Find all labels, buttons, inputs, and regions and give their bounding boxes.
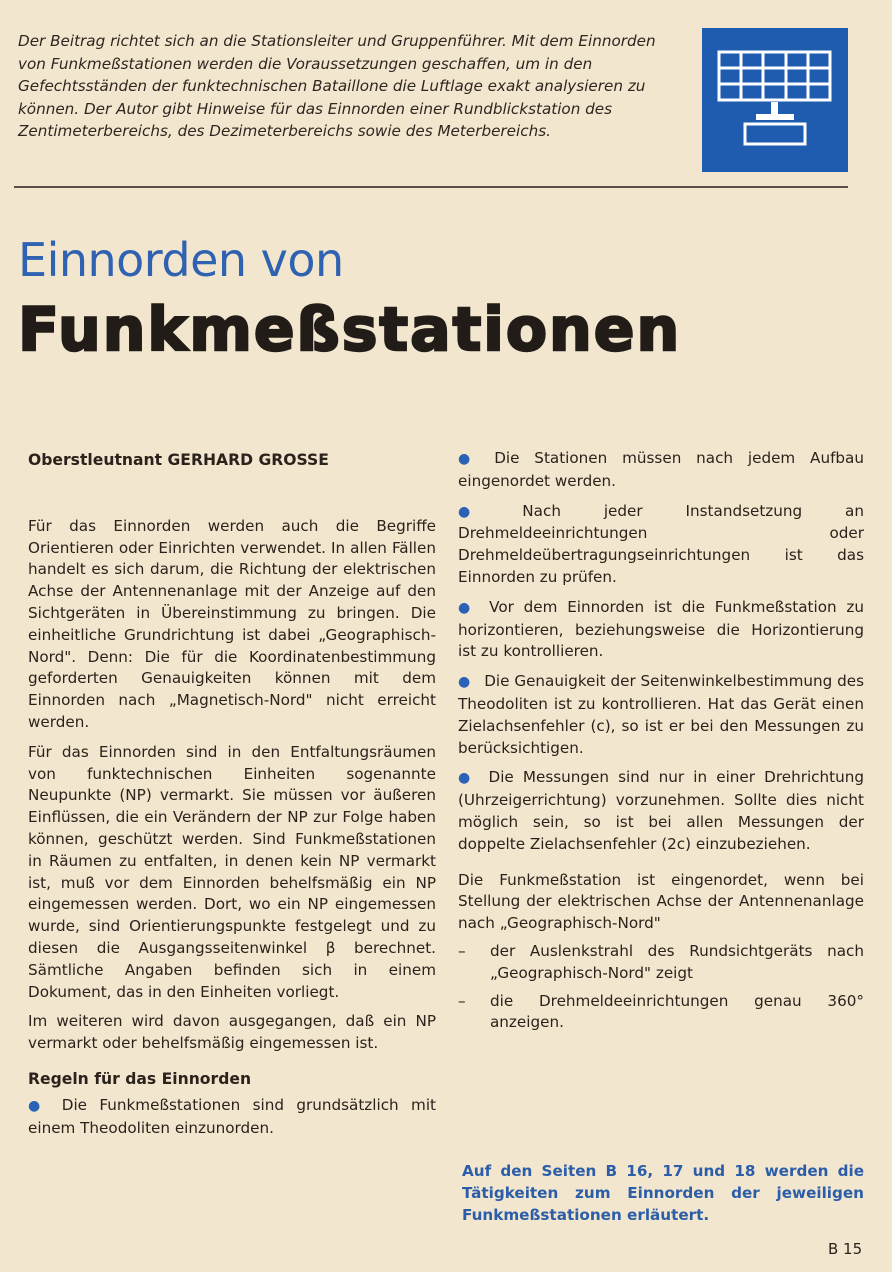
author-byline: Oberstleutnant GERHARD GROSSE bbox=[28, 451, 329, 469]
body-paragraph: Für das Einnorden sind in den Entfaltungsräumen von funktechnischen Einheiten sogenannte Neupunkte (NP) vermarkt. Sie müssen vor äußeren Einflüssen, die ein Verändern der NP zur Folge haben können, geschützt werden. Sind Funkmeßstationen in Räumen zu entfalten, in denen kein NP vermarkt ist, muß vor dem Einnorden behelfsmäßig ein NP eingemessen werden. Dort, wo ein NP eingemessen wurde, sind Orientierungspunkte festgelegt und zu diesen die Ausgangsseitenwinkel β berechnet. Sämtliche Angaben befinden sich in einem Dokument, das in den Einheiten vorliegt. bbox=[28, 742, 436, 1001]
title-line-1: Einnorden von bbox=[18, 233, 344, 287]
header-divider bbox=[14, 186, 848, 188]
bullet-dot-icon: ● bbox=[458, 451, 481, 467]
body-paragraph: Für das Einnorden werden auch die Begriffe Orientieren oder Einrichten verwendet. In allen Fällen handelt es sich darum, die Richtung der elektrischen Achse der Antennenanlage mit der Anzeige auf den Sichtgeräten in Übereinstimmung zu bringen. Die einheitliche Grundrichtung ist dabei „Geographisch-Nord". Denn: Die für die Koordinatenbestimmung geforderten Genauigkeiten können mit dem Einnorden nach „Magnetisch-Nord" nicht erreicht werden. bbox=[28, 516, 436, 731]
rule-bullet-text: Nach jeder Instandsetzung an Drehmeldeeinrichtungen oder Drehmeldeübertragungseinrichtungen ist das Einnorden zu prüfen. bbox=[458, 501, 864, 586]
condition-item bbox=[458, 991, 864, 1035]
condition-item bbox=[458, 941, 864, 985]
condition-paragraph: Die Funkmeßstation ist eingenordet, wenn bei Stellung der elektrischen Achse der Antennenanlage nach „Geographisch-Nord" bbox=[458, 870, 864, 933]
rule-bullet-text: Die Stationen müssen nach jedem Aufbau eingenordet werden. bbox=[458, 449, 864, 490]
right-column bbox=[458, 448, 864, 1040]
bullet-dot-icon: ● bbox=[458, 674, 471, 691]
condition-item-text: der Auslenkstrahl des Rundsichtgeräts nach „Geographisch-Nord" zeigt bbox=[490, 941, 864, 982]
rule-bullet bbox=[458, 501, 864, 589]
left-column bbox=[28, 450, 436, 1147]
rules-heading: Regeln für das Einnorden bbox=[28, 1069, 252, 1088]
rule-bullet bbox=[458, 597, 864, 663]
reference-note: Auf den Seiten B 16, 17 und 18 werden die Tätigkeiten zum Einnorden der jeweiligen Funkmeßstationen erläutert. bbox=[462, 1162, 864, 1224]
intro-text: Der Beitrag richtet sich an die Stationsleiter und Gruppenführer. Mit dem Einnorden von Funkmeßstationen werden die Voraussetzungen geschaffen, um in den Gefechtsständen der funktechnischen Bataillone die Luftlage exakt analysieren zu können. Der Autor gibt Hinweise für das Einnorden einer Rundblickstation des Zentimeterbereichs, des Dezimeterbereichs sowie des Meterbereichs. bbox=[18, 32, 656, 140]
page-number: B 15 bbox=[828, 1240, 863, 1258]
rule-bullet-text: Die Genauigkeit der Seitenwinkelbestimmung des Theodoliten ist zu kontrollieren. Hat das Gerät einen Zielachsenfehler (c), so ist er bei den Messungen zu berücksichtigen. bbox=[458, 672, 865, 757]
rule-bullet-text: Vor dem Einnorden ist die Funkmeßstation zu horizontieren, beziehungsweise die Horizontierung ist zu kontrollieren. bbox=[458, 597, 865, 661]
bullet-dot-icon: ● bbox=[28, 1097, 48, 1114]
radar-station-logo bbox=[702, 28, 848, 172]
rule-bullet bbox=[458, 671, 864, 759]
rule-bullet bbox=[458, 448, 864, 493]
rule-bullet bbox=[458, 767, 864, 855]
rule-bullet-text: Die Messungen sind nur in einer Drehrichtung (Uhrzeigerrichtung) vorzunehmen. Sollte dies nicht möglich sein, so ist bei allen Messungen der doppelte Zielachsenfehler (2c) einzubeziehen. bbox=[458, 768, 864, 853]
condition-item-text: die Drehmeldeeinrichtungen genau 360° anzeigen. bbox=[490, 991, 864, 1032]
title-line-2: Funkmeßstationen bbox=[18, 295, 682, 365]
dash-marker: – bbox=[458, 941, 466, 960]
bullet-dot-icon: ● bbox=[458, 770, 475, 787]
rule-bullet-text: Die Funkmeßstationen sind grundsätzlich mit einem Theodoliten einzunorden. bbox=[28, 1095, 437, 1137]
dash-marker: – bbox=[458, 991, 466, 1010]
radar-station-icon bbox=[702, 28, 848, 172]
body-paragraph: Im weiteren wird davon ausgegangen, daß ein NP vermarkt oder behelfsmäßig eingemessen ist. bbox=[28, 1012, 436, 1053]
bullet-dot-icon: ● bbox=[458, 503, 509, 520]
rule-bullet bbox=[28, 1095, 436, 1140]
bullet-dot-icon: ● bbox=[458, 599, 476, 616]
